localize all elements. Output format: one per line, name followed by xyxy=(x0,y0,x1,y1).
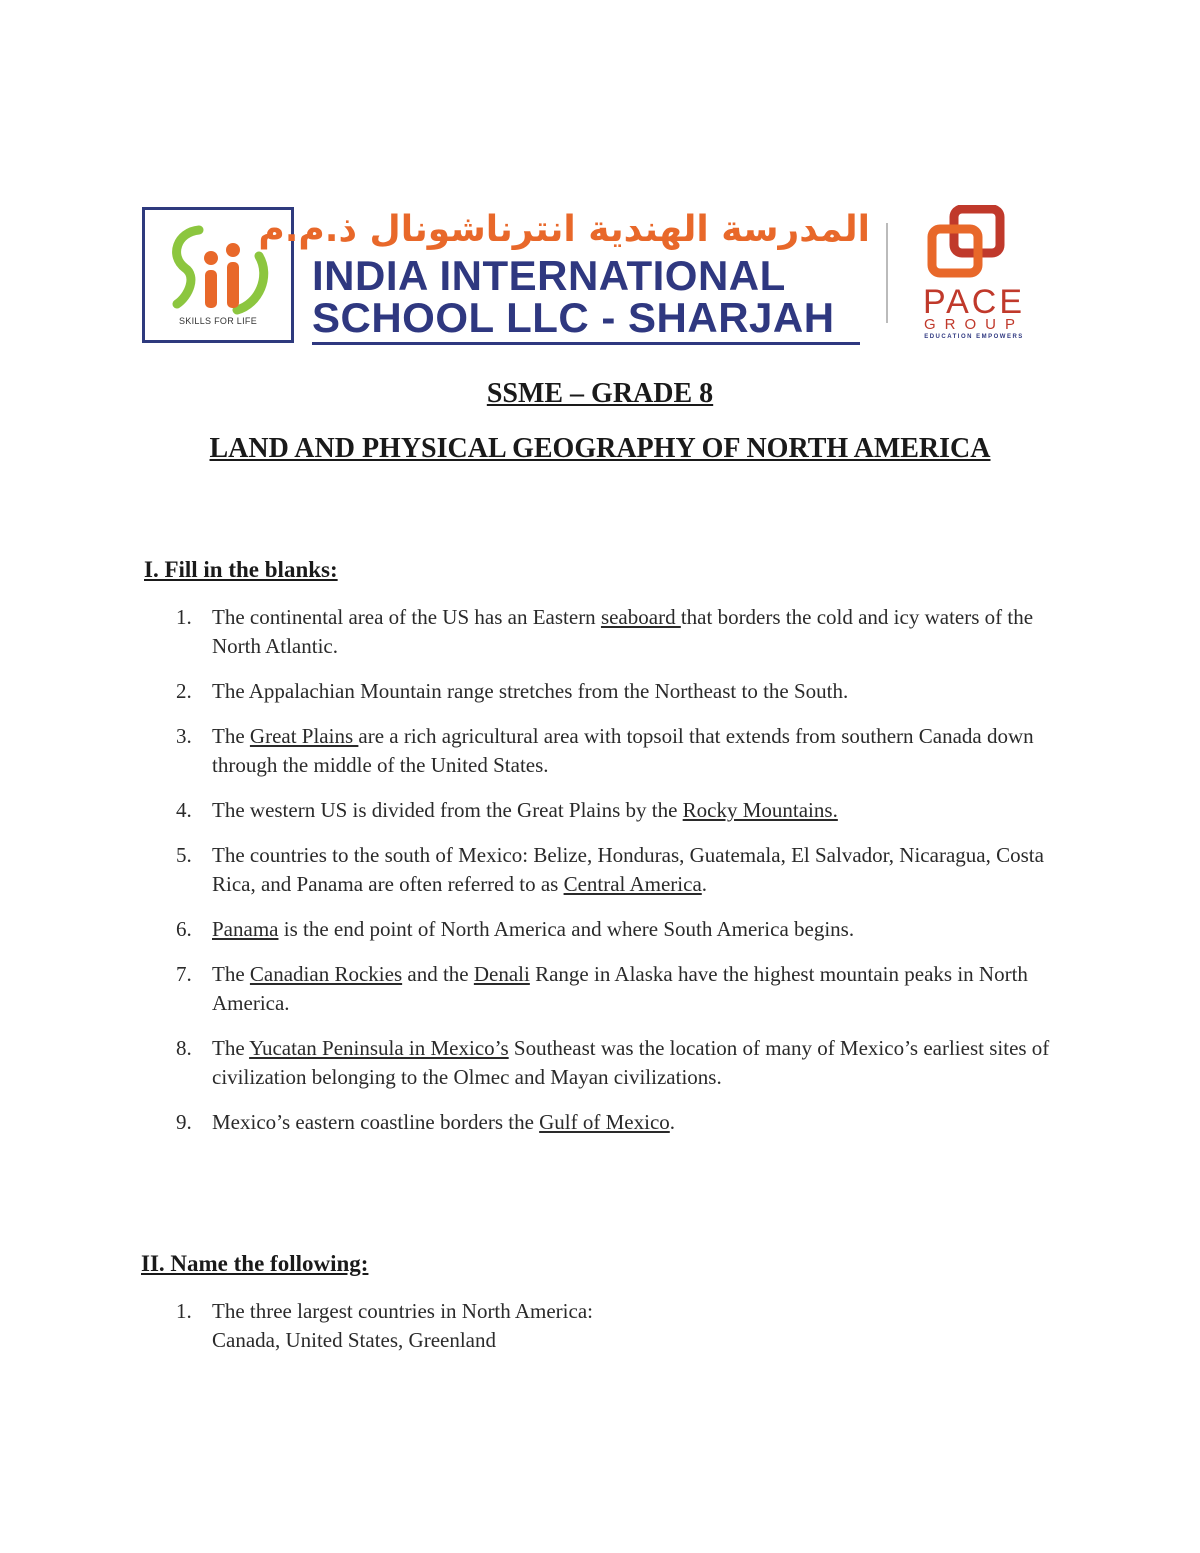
list-item: 4. The western US is divided from the Great Plains by the Rocky Mountains. xyxy=(176,798,838,822)
list-item: 7. The Canadian Rockies and the Denali Range in Alaska have the highest mountain peaks in North America. xyxy=(176,962,1028,1015)
list-item: 2. The Appalachian Mountain range stretches from the Northeast to the South. xyxy=(176,679,849,703)
answer: Panama xyxy=(212,917,279,941)
school-name-line2: SCHOOL LLC - SHARJAH xyxy=(312,294,835,341)
name-following-list xyxy=(176,1297,1056,1371)
answer: Canadian Rockies xyxy=(249,962,403,986)
list-item: 5. The countries to the south of Mexico: Belize, Honduras, Guatemala, El Salvador, Nicaragua, Costa Rica, and Panama are often referred to as Central America. xyxy=(176,843,1044,896)
answer: Canada, United States, Greenland xyxy=(212,1328,496,1352)
logo-tagline: SKILLS FOR LIFE xyxy=(178,316,258,326)
section-heading-name-following: II. Name the following: xyxy=(141,1251,369,1276)
pace-logo-icon xyxy=(926,205,1006,281)
letterhead xyxy=(142,205,1042,350)
header-divider xyxy=(886,223,888,323)
document-title-topic: LAND AND PHYSICAL GEOGRAPHY OF NORTH AMERICA xyxy=(209,433,991,464)
list-item: 8. The Yucatan Peninsula in Mexico’s Southeast was the location of many of Mexico’s earliest sites of civilization belonging to the Olmec and Mayan civilizations. xyxy=(176,1036,1050,1089)
list-item: 6. Panama is the end point of North America and where South America begins. xyxy=(176,917,855,941)
question: The three largest countries in North America: xyxy=(212,1299,593,1323)
list-item: 1. The continental area of the US has an Eastern seaboard that borders the cold and icy waters of the North Atlantic. xyxy=(176,605,1034,658)
answer: seaboard xyxy=(600,605,681,629)
answer: Yucatan Peninsula in Mexico’s xyxy=(249,1036,509,1060)
answer: Great Plains xyxy=(249,724,359,748)
list-item: 9. Mexico’s eastern coastline borders the Gulf of Mexico. xyxy=(176,1110,676,1134)
answer: Gulf of Mexico xyxy=(539,1110,670,1134)
pace-tagline: EDUCATION EMPOWERS xyxy=(924,334,1024,340)
fill-blanks-list xyxy=(176,603,1056,1153)
list-item: 1. The three largest countries in North America: Canada, United States, Greenland xyxy=(176,1299,593,1352)
answer: Central America xyxy=(563,872,702,896)
school-name-underline xyxy=(312,342,860,345)
pace-wordmark: PACE xyxy=(922,283,1026,321)
school-name xyxy=(312,252,872,341)
answer: Denali xyxy=(473,962,530,986)
pace-group-label: GROUP xyxy=(923,316,1024,333)
school-name-arabic: المدرسة الهندية انترناشونال ذ.م.م xyxy=(258,209,870,250)
list-item: 3. The Great Plains are a rich agricultural area with topsoil that extends from southern Canada down through the middle of the United States. xyxy=(176,724,1034,777)
document-title-grade: SSME – GRADE 8 xyxy=(486,378,714,409)
section-heading-fill-blanks: I. Fill in the blanks: xyxy=(144,557,338,582)
school-name-line1: INDIA INTERNATIONAL xyxy=(312,252,786,299)
answer: Rocky Mountains. xyxy=(682,798,838,822)
